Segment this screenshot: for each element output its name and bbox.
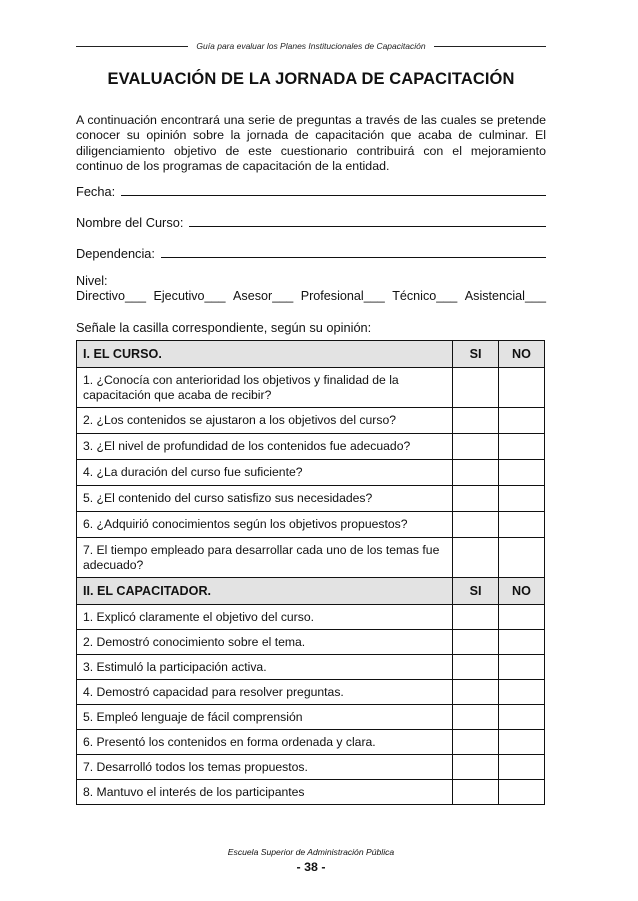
section-header-capacitador bbox=[77, 578, 545, 605]
si-header: SI bbox=[453, 341, 499, 368]
no-header: NO bbox=[498, 341, 544, 368]
si-checkbox[interactable] bbox=[453, 434, 499, 460]
si-checkbox[interactable] bbox=[453, 605, 499, 630]
si-checkbox[interactable] bbox=[453, 368, 499, 408]
dependencia-line[interactable] bbox=[161, 256, 546, 258]
running-header-text: Guía para evaluar los Planes Institucionales de Capacitación bbox=[196, 41, 426, 51]
question-text: 1. ¿Conocía con anterioridad los objetivos y finalidad de la capacitación que acaba de recibir? bbox=[77, 368, 453, 408]
nivel-option-asistencial[interactable]: Asistencial___ bbox=[464, 289, 546, 303]
no-checkbox[interactable] bbox=[498, 512, 544, 538]
curso-label: Nombre del Curso: bbox=[76, 215, 184, 230]
no-checkbox[interactable] bbox=[498, 730, 544, 755]
curso-field[interactable] bbox=[76, 215, 546, 230]
question-row bbox=[77, 705, 545, 730]
si-checkbox[interactable] bbox=[453, 730, 499, 755]
si-checkbox[interactable] bbox=[453, 538, 499, 578]
question-text: 1. Explicó claramente el objetivo del curso. bbox=[77, 605, 453, 630]
section-title: II. EL CAPACITADOR. bbox=[77, 578, 453, 605]
question-text: 6. ¿Adquirió conocimientos según los objetivos propuestos? bbox=[77, 512, 453, 538]
dependencia-field[interactable] bbox=[76, 246, 546, 261]
nivel-option-ejecutivo[interactable]: Ejecutivo___ bbox=[153, 289, 226, 303]
question-text: 7. El tiempo empleado para desarrollar cada uno de los temas fue adecuado? bbox=[77, 538, 453, 578]
no-checkbox[interactable] bbox=[498, 705, 544, 730]
question-text: 3. Estimuló la participación activa. bbox=[77, 655, 453, 680]
nivel-option-tecnico[interactable]: Técnico___ bbox=[392, 289, 458, 303]
question-text: 2. ¿Los contenidos se ajustaron a los objetivos del curso? bbox=[77, 408, 453, 434]
si-checkbox[interactable] bbox=[453, 630, 499, 655]
running-header bbox=[76, 38, 546, 54]
no-checkbox[interactable] bbox=[498, 755, 544, 780]
si-checkbox[interactable] bbox=[453, 486, 499, 512]
nivel-option-directivo[interactable]: Directivo___ bbox=[76, 289, 146, 303]
question-row bbox=[77, 630, 545, 655]
section-title: I. EL CURSO. bbox=[77, 341, 453, 368]
no-checkbox[interactable] bbox=[498, 605, 544, 630]
document-title: EVALUACIÓN DE LA JORNADA DE CAPACITACIÓN bbox=[107, 70, 515, 88]
si-checkbox[interactable] bbox=[453, 755, 499, 780]
question-row bbox=[77, 755, 545, 780]
fecha-field[interactable] bbox=[76, 184, 546, 199]
no-checkbox[interactable] bbox=[498, 486, 544, 512]
question-row bbox=[77, 408, 545, 434]
nivel-option-profesional[interactable]: Profesional___ bbox=[300, 289, 385, 303]
question-row bbox=[77, 655, 545, 680]
nivel-section bbox=[76, 274, 546, 304]
fecha-line[interactable] bbox=[121, 194, 546, 196]
si-checkbox[interactable] bbox=[453, 460, 499, 486]
question-text: 7. Desarrolló todos los temas propuestos. bbox=[77, 755, 453, 780]
question-text: 5. Empleó lenguaje de fácil comprensión bbox=[77, 705, 453, 730]
question-text: 8. Mantuvo el interés de los participantes bbox=[77, 780, 453, 805]
question-text: 3. ¿El nivel de profundidad de los contenidos fue adecuado? bbox=[77, 434, 453, 460]
question-row bbox=[77, 605, 545, 630]
instruction-text: Señale la casilla correspondiente, según su opinión: bbox=[76, 320, 372, 335]
no-checkbox[interactable] bbox=[498, 434, 544, 460]
si-checkbox[interactable] bbox=[453, 512, 499, 538]
header-rule-left bbox=[76, 46, 188, 47]
question-text: 5. ¿El contenido del curso satisfizo sus necesidades? bbox=[77, 486, 453, 512]
si-header: SI bbox=[453, 578, 499, 605]
si-checkbox[interactable] bbox=[453, 705, 499, 730]
no-header: NO bbox=[498, 578, 544, 605]
question-row bbox=[77, 460, 545, 486]
section-header-curso bbox=[77, 341, 545, 368]
header-rule-right bbox=[434, 46, 546, 47]
question-row bbox=[77, 780, 545, 805]
page-footer bbox=[76, 847, 546, 874]
survey-table bbox=[76, 340, 545, 805]
dependencia-label: Dependencia: bbox=[76, 246, 155, 261]
question-text: 4. Demostró capacidad para resolver preguntas. bbox=[77, 680, 453, 705]
nivel-options bbox=[76, 289, 546, 304]
question-row bbox=[77, 512, 545, 538]
question-text: 6. Presentó los contenidos en forma ordenada y clara. bbox=[77, 730, 453, 755]
question-row bbox=[77, 538, 545, 578]
question-row bbox=[77, 680, 545, 705]
no-checkbox[interactable] bbox=[498, 630, 544, 655]
no-checkbox[interactable] bbox=[498, 680, 544, 705]
intro-paragraph: A continuación encontrará una serie de preguntas a través de las cuales se pretende conocer su opinión sobre la jornada de capacitación que acaba de culminar. El diligenciamiento objetivo de este cuestionario contribuirá con el mejoramiento continuo de los programas de capacitación de la entidad. bbox=[76, 113, 546, 174]
nivel-option-asesor[interactable]: Asesor___ bbox=[233, 289, 294, 303]
fecha-label: Fecha: bbox=[76, 184, 116, 199]
question-row bbox=[77, 368, 545, 408]
si-checkbox[interactable] bbox=[453, 780, 499, 805]
no-checkbox[interactable] bbox=[498, 368, 544, 408]
page-number: - 38 - bbox=[296, 860, 326, 874]
si-checkbox[interactable] bbox=[453, 655, 499, 680]
question-row bbox=[77, 730, 545, 755]
question-text: 4. ¿La duración del curso fue suficiente? bbox=[77, 460, 453, 486]
nivel-label: Nivel: bbox=[76, 274, 108, 288]
no-checkbox[interactable] bbox=[498, 655, 544, 680]
no-checkbox[interactable] bbox=[498, 780, 544, 805]
question-text: 2. Demostró conocimiento sobre el tema. bbox=[77, 630, 453, 655]
si-checkbox[interactable] bbox=[453, 680, 499, 705]
no-checkbox[interactable] bbox=[498, 408, 544, 434]
question-row bbox=[77, 486, 545, 512]
question-row bbox=[77, 434, 545, 460]
footer-institution: Escuela Superior de Administración Pública bbox=[227, 847, 395, 857]
no-checkbox[interactable] bbox=[498, 460, 544, 486]
curso-line[interactable] bbox=[189, 225, 546, 227]
si-checkbox[interactable] bbox=[453, 408, 499, 434]
no-checkbox[interactable] bbox=[498, 538, 544, 578]
